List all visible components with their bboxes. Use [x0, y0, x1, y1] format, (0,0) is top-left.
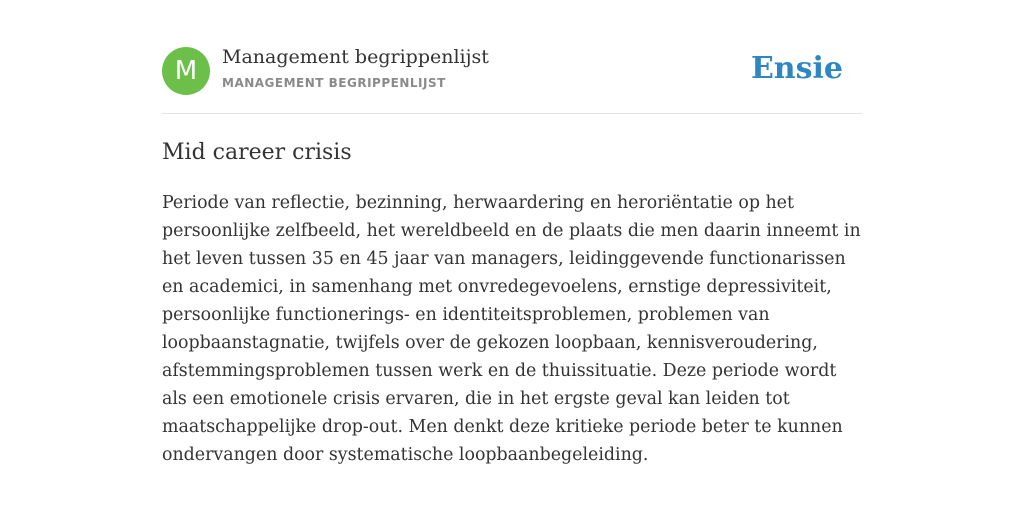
ensie-logo[interactable]: Ensie	[750, 51, 843, 86]
source-avatar[interactable]: M	[162, 47, 210, 95]
entry-card	[162, 0, 862, 469]
term-title: Mid career crisis	[162, 140, 352, 165]
source-subtitle: MANAGEMENT BEGRIPPENLIJST	[222, 76, 446, 90]
source-header	[162, 0, 862, 114]
source-title[interactable]: Management begrippenlijst	[222, 46, 489, 68]
term-definition: Periode van reflectie, bezinning, herwaardering en heroriëntatie op het persoonlijke zelfbeeld, het wereldbeeld en de plaats die men daarin inneemt in het leven tussen 35 en 45 jaar van managers, leidinggevende functionarissen en academici, in samenhang met onvredegevoelens, ernstige depressiviteit, persoonlijke functionerings- en identiteitsproblemen, problemen van loopbaanstagnatie, twijfels over de gekozen loopbaan, kennisveroudering, afstemmingsproblemen tussen werk en de thuissituatie. Deze periode wordt als een emotionele crisis ervaren, die in het ergste geval kan leiden tot maatschappelijke drop-out. Men denkt deze kritieke periode beter te kunnen ondervangen door systematische loopbaanbegeleiding.	[162, 193, 861, 465]
